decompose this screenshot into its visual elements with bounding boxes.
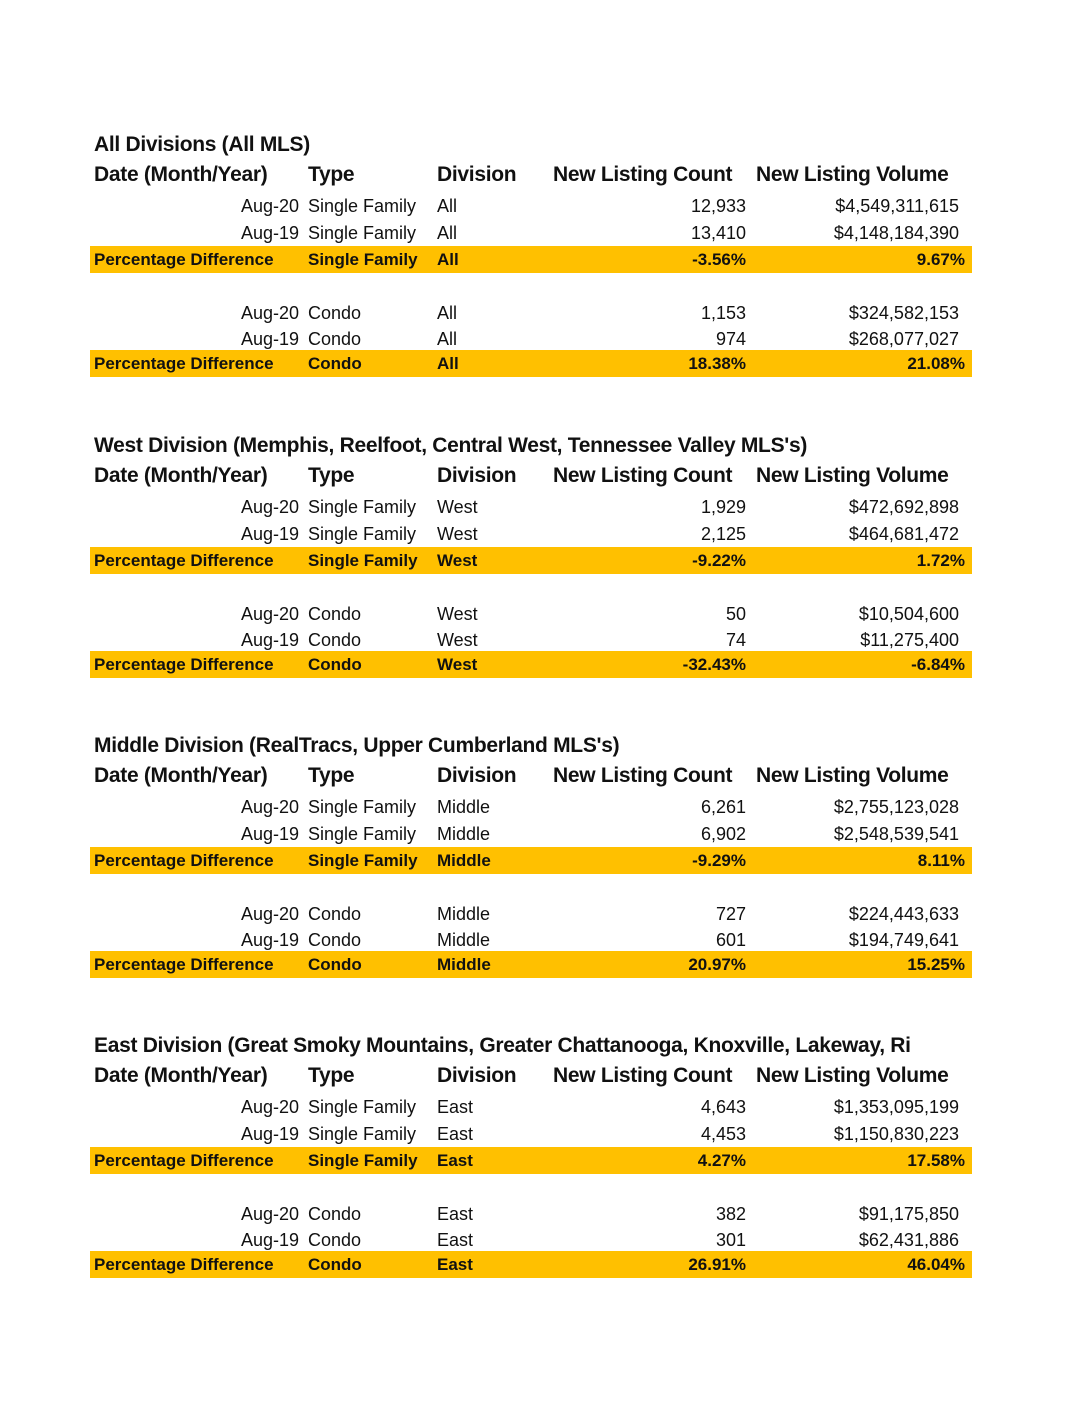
division-section: [90, 1031, 972, 1281]
volume-cell: $4,549,311,615: [835, 196, 959, 216]
count-cell: 4,453: [700, 1124, 746, 1144]
column-header-date: Date (Month/Year): [94, 1064, 268, 1087]
column-header-volume: New Listing Volume: [756, 1064, 949, 1087]
date-cell: Percentage Difference: [94, 1151, 274, 1170]
count-cell: 4.27%: [697, 1151, 746, 1170]
division-cell: Middle: [437, 851, 491, 870]
column-header-division: Division: [437, 464, 517, 487]
percentage-difference-row: [90, 547, 972, 574]
date-cell: Percentage Difference: [94, 551, 274, 570]
count-cell: 26.91%: [688, 1255, 746, 1274]
date-cell: Aug-20: [240, 604, 299, 624]
count-cell: -9.22%: [692, 551, 746, 570]
type-cell: Single Family: [308, 797, 417, 817]
type-cell: Condo: [308, 329, 362, 349]
date-cell: Aug-20: [240, 303, 299, 323]
column-header-count: New Listing Count: [553, 464, 733, 487]
table-row: [90, 494, 972, 521]
count-cell: 4,643: [700, 1097, 746, 1117]
division-section: [90, 130, 972, 380]
volume-cell: 15.25%: [907, 955, 965, 974]
type-cell: Single Family: [308, 196, 417, 216]
date-cell: Aug-20: [240, 1204, 299, 1224]
column-header-volume: New Listing Volume: [756, 163, 949, 186]
division-cell: West: [437, 604, 478, 624]
column-header-division: Division: [437, 163, 517, 186]
table-row: [90, 326, 972, 353]
column-header-type: Type: [308, 163, 355, 186]
percentage-difference-row: [90, 951, 972, 978]
volume-cell: $62,431,886: [858, 1230, 959, 1250]
type-cell: Single Family: [308, 524, 417, 544]
type-cell: Single Family: [308, 497, 417, 517]
section-title: East Division (Great Smoky Mountains, Greater Chattanooga, Knoxville, Lakeway, Ri: [94, 1034, 911, 1057]
table-header-row: [90, 1061, 972, 1091]
count-cell: 382: [715, 1204, 746, 1224]
table-row: [90, 821, 972, 848]
table-row: [90, 927, 972, 954]
volume-cell: $324,582,153: [848, 303, 959, 323]
type-cell: Single Family: [308, 250, 418, 269]
date-cell: Aug-20: [240, 497, 299, 517]
count-cell: -32.43%: [682, 655, 746, 674]
table-row: [90, 521, 972, 548]
division-cell: West: [437, 497, 478, 517]
count-cell: 13,410: [690, 223, 746, 243]
volume-cell: $194,749,641: [848, 930, 959, 950]
division-cell: East: [437, 1230, 474, 1250]
date-cell: Percentage Difference: [94, 955, 274, 974]
table-row: [90, 220, 972, 247]
column-header-type: Type: [308, 764, 355, 787]
column-header-volume: New Listing Volume: [756, 764, 949, 787]
division-cell: All: [437, 223, 458, 243]
division-section: [90, 431, 972, 681]
count-cell: 1,153: [700, 303, 746, 323]
count-cell: 18.38%: [688, 354, 746, 373]
date-cell: Aug-20: [240, 797, 299, 817]
division-cell: Middle: [437, 824, 491, 844]
volume-cell: $224,443,633: [848, 904, 959, 924]
date-cell: Percentage Difference: [94, 655, 274, 674]
percentage-difference-row: [90, 651, 972, 678]
type-cell: Condo: [308, 1255, 362, 1274]
type-cell: Condo: [308, 630, 362, 650]
date-cell: Aug-19: [240, 630, 299, 650]
date-cell: Aug-19: [240, 1230, 299, 1250]
percentage-difference-row: [90, 1251, 972, 1278]
type-cell: Condo: [308, 904, 362, 924]
date-cell: Aug-20: [240, 196, 299, 216]
table-row: [90, 627, 972, 654]
volume-cell: $91,175,850: [858, 1204, 959, 1224]
type-cell: Single Family: [308, 1151, 418, 1170]
type-cell: Condo: [308, 655, 362, 674]
type-cell: Condo: [308, 1230, 362, 1250]
volume-cell: $1,353,095,199: [833, 1097, 959, 1117]
volume-cell: 1.72%: [916, 551, 965, 570]
section-title: West Division (Memphis, Reelfoot, Central West, Tennessee Valley MLS's): [94, 434, 808, 457]
date-cell: Aug-19: [240, 524, 299, 544]
table-row: [90, 901, 972, 928]
type-cell: Single Family: [308, 551, 418, 570]
division-cell: West: [437, 655, 478, 674]
division-cell: Middle: [437, 904, 491, 924]
table-row: [90, 1094, 972, 1121]
division-cell: All: [437, 250, 459, 269]
count-cell: 301: [715, 1230, 746, 1250]
count-cell: 20.97%: [688, 955, 746, 974]
count-cell: 727: [715, 904, 746, 924]
type-cell: Single Family: [308, 1097, 417, 1117]
percentage-difference-row: [90, 847, 972, 874]
table-row: [90, 1227, 972, 1254]
column-header-division: Division: [437, 1064, 517, 1087]
table-header-row: [90, 761, 972, 791]
column-header-date: Date (Month/Year): [94, 163, 268, 186]
division-cell: Middle: [437, 797, 491, 817]
table-row: [90, 300, 972, 327]
column-header-division: Division: [437, 764, 517, 787]
type-cell: Condo: [308, 604, 362, 624]
type-cell: Single Family: [308, 1124, 417, 1144]
column-header-type: Type: [308, 1064, 355, 1087]
volume-cell: $4,148,184,390: [833, 223, 959, 243]
division-cell: All: [437, 329, 458, 349]
division-cell: East: [437, 1204, 474, 1224]
date-cell: Percentage Difference: [94, 1255, 274, 1274]
column-header-volume: New Listing Volume: [756, 464, 949, 487]
type-cell: Single Family: [308, 824, 417, 844]
date-cell: Aug-19: [240, 223, 299, 243]
table-row: [90, 794, 972, 821]
division-cell: East: [437, 1151, 473, 1170]
count-cell: 1,929: [700, 497, 746, 517]
table-row: [90, 1201, 972, 1228]
type-cell: Condo: [308, 354, 362, 373]
division-section: [90, 731, 972, 981]
date-cell: Percentage Difference: [94, 250, 274, 269]
percentage-difference-row: [90, 246, 972, 273]
table-header-row: [90, 461, 972, 491]
type-cell: Condo: [308, 930, 362, 950]
percentage-difference-row: [90, 350, 972, 377]
date-cell: Aug-20: [240, 904, 299, 924]
volume-cell: -6.84%: [911, 655, 965, 674]
volume-cell: $268,077,027: [848, 329, 959, 349]
count-cell: 6,261: [700, 797, 746, 817]
column-header-date: Date (Month/Year): [94, 764, 268, 787]
type-cell: Condo: [308, 1204, 362, 1224]
table-row: [90, 1121, 972, 1148]
count-cell: 12,933: [690, 196, 746, 216]
volume-cell: 21.08%: [907, 354, 965, 373]
volume-cell: $1,150,830,223: [833, 1124, 959, 1144]
count-cell: 50: [725, 604, 746, 624]
type-cell: Condo: [308, 955, 362, 974]
volume-cell: $464,681,472: [848, 524, 959, 544]
table-row: [90, 601, 972, 628]
table-row: [90, 193, 972, 220]
percentage-difference-row: [90, 1147, 972, 1174]
date-cell: Aug-19: [240, 329, 299, 349]
volume-cell: $2,548,539,541: [833, 824, 959, 844]
column-header-type: Type: [308, 464, 355, 487]
division-cell: All: [437, 196, 458, 216]
volume-cell: $10,504,600: [858, 604, 959, 624]
count-cell: 74: [725, 630, 746, 650]
count-cell: 601: [715, 930, 746, 950]
column-header-count: New Listing Count: [553, 1064, 733, 1087]
date-cell: Aug-20: [240, 1097, 299, 1117]
division-cell: West: [437, 524, 478, 544]
section-title: Middle Division (RealTracs, Upper Cumberland MLS's): [94, 734, 620, 757]
division-cell: All: [437, 354, 459, 373]
division-cell: East: [437, 1097, 474, 1117]
date-cell: Aug-19: [240, 930, 299, 950]
volume-cell: 8.11%: [917, 851, 965, 870]
volume-cell: $2,755,123,028: [833, 797, 959, 817]
type-cell: Single Family: [308, 851, 418, 870]
volume-cell: $11,275,400: [860, 630, 959, 650]
division-cell: West: [437, 551, 478, 570]
volume-cell: $472,692,898: [848, 497, 959, 517]
type-cell: Single Family: [308, 223, 417, 243]
division-cell: All: [437, 303, 458, 323]
volume-cell: 9.67%: [916, 250, 965, 269]
count-cell: -9.29%: [692, 851, 746, 870]
division-cell: East: [437, 1255, 473, 1274]
column-header-count: New Listing Count: [553, 163, 733, 186]
division-cell: Middle: [437, 955, 491, 974]
table-header-row: [90, 160, 972, 190]
date-cell: Percentage Difference: [94, 354, 274, 373]
section-title: All Divisions (All MLS): [94, 133, 310, 156]
count-cell: 6,902: [700, 824, 746, 844]
column-header-date: Date (Month/Year): [94, 464, 268, 487]
division-cell: West: [437, 630, 478, 650]
volume-cell: 46.04%: [907, 1255, 965, 1274]
count-cell: 2,125: [700, 524, 746, 544]
date-cell: Percentage Difference: [94, 851, 274, 870]
date-cell: Aug-19: [240, 1124, 299, 1144]
count-cell: -3.56%: [692, 250, 746, 269]
volume-cell: 17.58%: [907, 1151, 965, 1170]
count-cell: 974: [715, 329, 746, 349]
division-cell: Middle: [437, 930, 491, 950]
division-cell: East: [437, 1124, 474, 1144]
date-cell: Aug-19: [240, 824, 299, 844]
column-header-count: New Listing Count: [553, 764, 733, 787]
type-cell: Condo: [308, 303, 362, 323]
